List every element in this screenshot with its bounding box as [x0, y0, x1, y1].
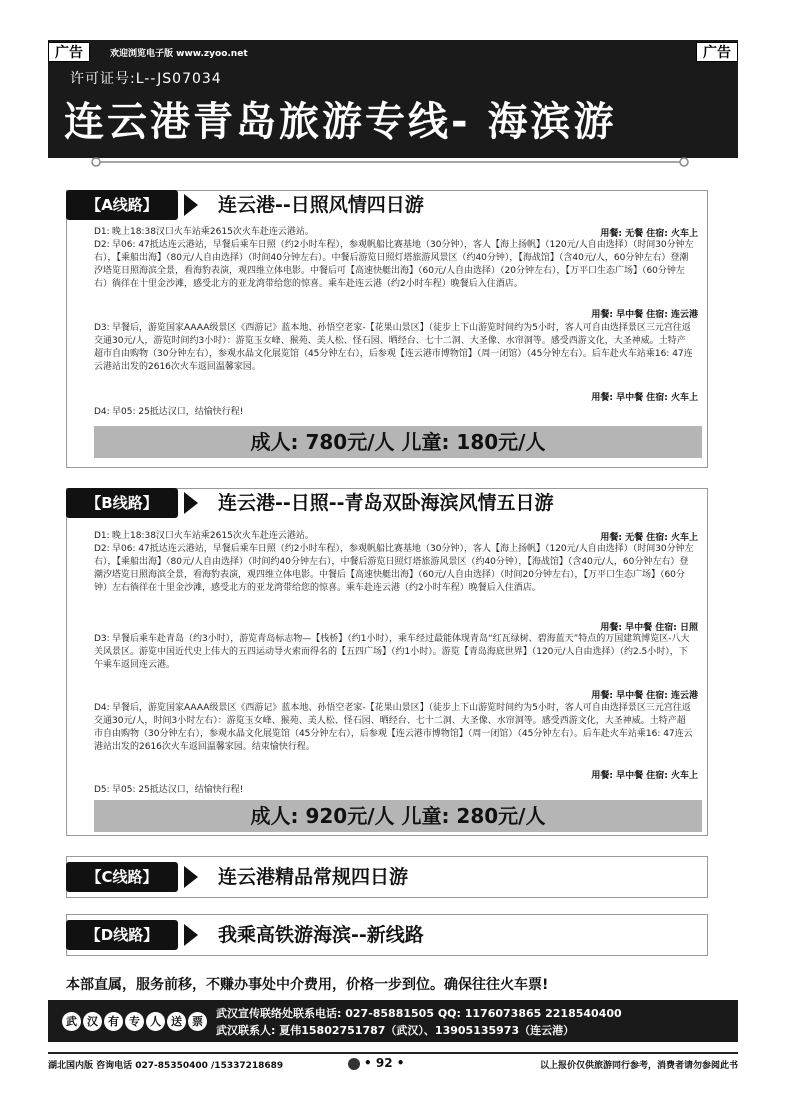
arrow-right-icon — [184, 866, 198, 888]
route-b-day-1: D1: 晚上18:38汉口火车站乘2615次火车赴连云港站。 — [94, 531, 314, 541]
route-a-day-1-meal: 用餐: 无餐 住宿: 火车上 — [600, 229, 698, 239]
logo-icon — [348, 1058, 360, 1070]
slogan: 本部直属，服务前移，不赚办事处中介费用，价格一步到位。确保往往火车票! — [66, 977, 549, 993]
contact-bar — [48, 1000, 738, 1042]
route-b-label: 【B线路】 — [66, 488, 178, 518]
footer-disclaimer: 以上报价仅供旅游同行参考，消费者请勿参阅此书 — [539, 1061, 738, 1071]
route-b-day-4: D4: 早餐后，游览国家AAAA级景区《西游记》蓝本地、孙悟空老家-【花果山景区】（徒步上下山游览时间约为5小时，客人可自由选择景区三元宫往返交通30元/人，时间3小时左右）：游览玉女峰、猴苑、美人松、怪石园、晒经台、七十二洞、大圣像、水帘洞等。感受西游文化，大圣神威。土特产超市自由购物（30分钟左右），参观水晶文化展览馆（45分钟左右），后参观【连云港市博物馆】（周一闭馆）（45分钟左右）。后车赴火车站乘16: 47连云港站出发的2616次火车返回温馨家园。结束愉快行程。 — [94, 703, 693, 752]
route-a-price: 成人: 780元/人 儿童: 180元/人 — [250, 430, 546, 454]
contact-person-line: 武汉联系人: 夏伟15802751787（武汉）、13905135973（连云港） — [216, 1024, 575, 1037]
route-b-day-5: D5: 早05: 25抵达汉口，结愉快行程! — [94, 785, 244, 795]
route-b-day-4-meal: 用餐: 早中餐 住宿: 火车上 — [591, 771, 698, 781]
route-c-label: 【C线路】 — [66, 862, 178, 892]
arrow-right-icon — [184, 492, 198, 514]
contact-phone-line: 武汉宣传联络处联系电话: 027-85881505 QQ: 1176073865 2218540400 — [216, 1007, 622, 1020]
arrow-right-icon — [184, 194, 198, 216]
route-a-label: 【A线路】 — [66, 190, 178, 220]
badge-char: 送 — [167, 1012, 186, 1031]
route-c-title: 连云港精品常规四日游 — [218, 866, 409, 888]
route-b-day-3: D3: 早餐后乘车赴青岛（约3小时），游览青岛标志物—【栈桥】（约1小时），乘车经过最能体现青岛“红瓦绿树、碧海蓝天”特点的万国建筑博览区-八大关风景区。游览中国近代史上伟大的五四运动导火索而得名的【五四广场】（约1小时）。游览【青岛海底世界】（120元/人自由选择）（约2.5小时），下午乘车返回连云港。 — [94, 634, 690, 670]
route-d-title: 我乘高铁游海滨--新线路 — [218, 924, 424, 946]
route-b-price: 成人: 920元/人 儿童: 280元/人 — [250, 804, 546, 828]
route-a-day-4: D4: 早05: 25抵达汉口，结愉快行程! — [94, 407, 244, 417]
site-url-line: 欢迎浏览电子版 www.zyoo.net — [110, 49, 248, 59]
route-d-label: 【D线路】 — [66, 920, 178, 950]
badge-char: 有 — [104, 1012, 123, 1031]
badge-char: 武 — [62, 1012, 81, 1031]
route-b-day-2-meal: 用餐: 早中餐 住宿: 日照 — [600, 623, 698, 633]
ad-tag-right: 广告 — [696, 42, 738, 62]
license-number: 许可证号:L--JS07034 — [70, 71, 222, 87]
page-title: 连云港青岛旅游专线- 海滨游 — [64, 99, 617, 145]
badge-char: 汉 — [83, 1012, 102, 1031]
page-number: • 92 • — [348, 1056, 404, 1070]
badge-char: 人 — [146, 1012, 165, 1031]
arrow-right-icon — [184, 924, 198, 946]
ticket-delivery-badge — [62, 1012, 207, 1031]
route-a-title: 连云港--日照风情四日游 — [218, 194, 424, 216]
decorative-divider — [90, 156, 690, 168]
top-banner — [48, 40, 738, 158]
badge-char: 专 — [125, 1012, 144, 1031]
footer-edition: 湖北国内版 咨询电话 027-85350400 /15337218689 — [48, 1061, 284, 1071]
route-b-price-bar — [94, 800, 702, 832]
page-footer — [48, 1052, 738, 1070]
route-b-day-3-meal: 用餐: 早中餐 住宿: 连云港 — [591, 691, 698, 701]
route-b-day-2: D2: 早06: 47抵达连云港站，早餐后乘车日照（约2小时车程），参观帆船比赛基地（30分钟），客人【海上扬帆】（120元/人自由选择）（时间30分钟左右），【乘船出海】（80元/人自由选择）（时间约40分钟左右），中餐后游览日照灯塔旅游风景区（约40分钟），【海战馆】（含40元/人，60分钟左右）登潮汐塔览日照海滨全景，看海豹表演，观四维立体电影。中餐后【高速快艇出海】（60元/人自由选择）（时间20分钟左右），【万平口生态广场】（60分钟）左右徜徉在十里金沙滩，感受北方的亚龙湾带给您的惊喜。乘车赴连云港（约2小时车程）晚餐后入住酒店。 — [94, 544, 694, 593]
route-a-day-3-meal: 用餐: 早中餐 住宿: 火车上 — [591, 393, 698, 403]
route-a-day-2: D2: 早06: 47抵达连云港站，早餐后乘车日照（约2小时车程），参观帆船比赛基地（30分钟），客人【海上扬帆】（120元/人自由选择）（时间30分钟左右），【乘船出海】（80元/人自由选择）（时间40分钟左右）。中餐后游览日照灯塔旅游风景区（约40分钟），【海战馆】（含40元/人，60分钟左右）登潮汐塔览日照海滨全景，看海豹表演，观四维立体电影。中餐后可【高速快艇出海】（60元/人自由选择）（20分钟左右），【万平口生态广场】（60分钟左右）徜徉在十里金沙滩，感受北方的亚龙湾带给您的惊喜。乘车赴连云港（约2小时车程）晚餐后入住酒店。 — [94, 240, 694, 289]
route-a-price-bar — [94, 426, 702, 458]
badge-char: 票 — [188, 1012, 207, 1031]
route-b-title: 连云港--日照--青岛双卧海滨风情五日游 — [218, 492, 554, 514]
route-a-day-2-meal: 用餐: 早中餐 住宿: 连云港 — [591, 310, 698, 320]
route-b-day-1-meal: 用餐: 无餐 住宿: 火车上 — [600, 533, 698, 543]
route-a-day-1: D1: 晚上18:38汉口火车站乘2615次火车赴连云港站。 — [94, 227, 314, 237]
ad-tag-left: 广告 — [48, 42, 90, 62]
route-a-day-3: D3: 早餐后，游览国家AAAA级景区《西游记》蓝本地、孙悟空老家-【花果山景区】（徒步上下山游览时间约为5小时，客人可自由选择景区三元宫往返交通30元/人，游览时间约3小时）：游览玉女峰、猴苑、美人松、怪石园、晒经台、七十二洞、大圣像、水帘洞等。感受西游文化，大圣神威。土特产超市自由购物（30分钟左右），参观水晶文化展览馆（45分钟左右），后参观【连云港市博物馆】（周一闭馆）（45分钟左右）。后车赴火车站乘16: 47连云港站出发的2616次火车返回温馨家园。 — [94, 323, 693, 372]
